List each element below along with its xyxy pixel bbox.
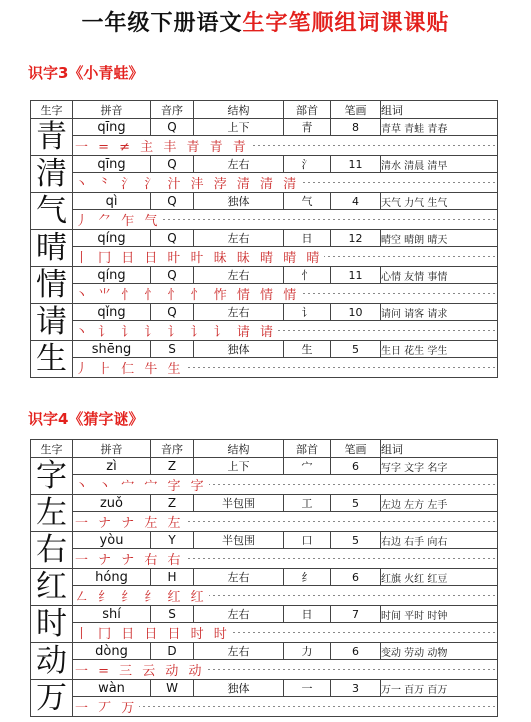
table-row: [31, 606, 498, 623]
stroke-order-cell: [73, 549, 498, 569]
table-row: [31, 643, 498, 660]
words-cell: 万一 百万 百万: [381, 680, 498, 697]
structure-cell: 上下: [194, 458, 284, 475]
character-cell: 左: [31, 495, 73, 532]
table-row: [31, 267, 498, 284]
stroke-order-cell: [73, 210, 498, 230]
structure-cell: 独体: [194, 680, 284, 697]
structure-cell: 半包围: [194, 532, 284, 549]
table-row: [31, 458, 498, 475]
stroke-count-cell: 5: [331, 341, 381, 358]
words-cell: 变动 劳动 动物: [381, 643, 498, 660]
pinyin-cell: qíng: [73, 267, 151, 284]
radical-cell: 生: [284, 341, 331, 358]
header-radical: 部首: [284, 101, 331, 119]
stroke-row: [31, 136, 498, 156]
stroke-order-text: 丶 讠 讠 讠 讠 讠 讠 请 请: [75, 325, 277, 340]
header-structure: 结构: [194, 101, 284, 119]
character-cell: 晴: [31, 230, 73, 267]
character-cell: 生: [31, 341, 73, 378]
structure-cell: 左右: [194, 643, 284, 660]
words-cell: 写字 文字 名字: [381, 458, 498, 475]
stroke-order-text: 丿 ⺊ 仁 牛 生: [75, 362, 184, 377]
stroke-order-cell: [73, 247, 498, 267]
structure-cell: 独体: [194, 341, 284, 358]
header-structure: 结构: [194, 440, 284, 458]
structure-cell: 左右: [194, 606, 284, 623]
initial-letter-cell: Z: [151, 495, 194, 512]
stroke-order-text: 一 = 三 云 动 动: [75, 664, 205, 679]
stroke-order-cell: [73, 586, 498, 606]
initial-letter-cell: D: [151, 643, 194, 660]
stroke-count-cell: 6: [331, 569, 381, 586]
table-row: [31, 495, 498, 512]
stroke-count-cell: 4: [331, 193, 381, 210]
pinyin-cell: qì: [73, 193, 151, 210]
initial-letter-cell: Q: [151, 156, 194, 173]
pinyin-cell: yòu: [73, 532, 151, 549]
stroke-count-cell: 3: [331, 680, 381, 697]
initial-letter-cell: Q: [151, 267, 194, 284]
pinyin-cell: qǐng: [73, 304, 151, 321]
stroke-order-cell: [73, 284, 498, 304]
stroke-row: [31, 321, 498, 341]
header-count: 笔画: [331, 440, 381, 458]
table-row: [31, 193, 498, 210]
radical-cell: 气: [284, 193, 331, 210]
header-letter: 音序: [151, 440, 194, 458]
words-cell: 请问 请客 请求: [381, 304, 498, 321]
header-count: 笔画: [331, 101, 381, 119]
stroke-count-cell: 11: [331, 267, 381, 284]
pinyin-cell: qīng: [73, 156, 151, 173]
stroke-row: [31, 586, 498, 606]
initial-letter-cell: S: [151, 341, 194, 358]
stroke-order-text: 一 ナ ナ 左 左: [75, 516, 184, 531]
initial-letter-cell: Z: [151, 458, 194, 475]
table-row: [31, 569, 498, 586]
character-cell: 右: [31, 532, 73, 569]
structure-cell: 左右: [194, 230, 284, 247]
structure-cell: 左右: [194, 267, 284, 284]
initial-letter-cell: W: [151, 680, 194, 697]
structure-cell: 独体: [194, 193, 284, 210]
character-cell: 请: [31, 304, 73, 341]
words-cell: 天气 力气 生气: [381, 193, 498, 210]
title-red: 生字笔顺组词课课贴: [242, 11, 450, 36]
word-table-1: [30, 100, 498, 378]
radical-cell: 日: [284, 230, 331, 247]
character-cell: 字: [31, 458, 73, 495]
stroke-order-cell: [73, 358, 498, 378]
table-row: [31, 230, 498, 247]
pinyin-cell: qīng: [73, 119, 151, 136]
radical-cell: 一: [284, 680, 331, 697]
words-cell: 心情 友情 事情: [381, 267, 498, 284]
initial-letter-cell: S: [151, 606, 194, 623]
pinyin-cell: shí: [73, 606, 151, 623]
structure-cell: 左右: [194, 569, 284, 586]
table-row: [31, 119, 498, 136]
stroke-order-cell: [73, 173, 498, 193]
header-words: 组词: [381, 440, 498, 458]
stroke-count-cell: 7: [331, 606, 381, 623]
header-letter: 音序: [151, 101, 194, 119]
stroke-count-cell: 10: [331, 304, 381, 321]
stroke-count-cell: 12: [331, 230, 381, 247]
stroke-order-cell: [73, 623, 498, 643]
stroke-row: [31, 247, 498, 267]
pinyin-cell: qíng: [73, 230, 151, 247]
table-row: [31, 680, 498, 697]
header-pinyin: 拼音: [73, 101, 151, 119]
stroke-order-text: 丨 冂 日 日 旪 旪 昧 昧 晴 晴 晴: [75, 251, 323, 266]
initial-letter-cell: Q: [151, 119, 194, 136]
stroke-count-cell: 5: [331, 532, 381, 549]
stroke-order-cell: [73, 512, 498, 532]
stroke-order-text: 一 丆 万: [75, 701, 138, 716]
table-row: [31, 304, 498, 321]
words-cell: 清水 清晨 清早: [381, 156, 498, 173]
pinyin-cell: wàn: [73, 680, 151, 697]
character-cell: 万: [31, 680, 73, 717]
character-cell: 红: [31, 569, 73, 606]
structure-cell: 左右: [194, 156, 284, 173]
stroke-row: [31, 697, 498, 717]
radical-cell: 青: [284, 119, 331, 136]
words-cell: 红旗 火红 红豆: [381, 569, 498, 586]
stroke-order-text: 丶 ⺌ 忄 忄 忄 忄 怍 情 情 情: [75, 288, 300, 303]
initial-letter-cell: H: [151, 569, 194, 586]
header-row: [31, 440, 498, 458]
section-title-2: 识字4《猜字谜》: [28, 410, 144, 428]
words-cell: 生日 花生 学生: [381, 341, 498, 358]
pinyin-cell: zì: [73, 458, 151, 475]
character-cell: 时: [31, 606, 73, 643]
pinyin-cell: shēng: [73, 341, 151, 358]
stroke-order-cell: [73, 475, 498, 495]
stroke-count-cell: 8: [331, 119, 381, 136]
stroke-order-cell: [73, 660, 498, 680]
section-title-1: 识字3《小青蛙》: [28, 64, 144, 82]
stroke-row: [31, 549, 498, 569]
radical-cell: 日: [284, 606, 331, 623]
stroke-order-text: 丶 ⺀ 氵 氵 汁 沣 浡 清 清 清: [75, 177, 300, 192]
stroke-row: [31, 475, 498, 495]
stroke-order-text: 丨 冂 日 日 日 时 时: [75, 627, 230, 642]
initial-letter-cell: Y: [151, 532, 194, 549]
character-cell: 动: [31, 643, 73, 680]
character-cell: 气: [31, 193, 73, 230]
stroke-row: [31, 210, 498, 230]
stroke-order-text: 丶 丶 宀 宀 字 字: [75, 479, 207, 494]
radical-cell: 氵: [284, 156, 331, 173]
stroke-count-cell: 6: [331, 458, 381, 475]
stroke-row: [31, 512, 498, 532]
stroke-order-cell: [73, 136, 498, 156]
radical-cell: 纟: [284, 569, 331, 586]
stroke-order-cell: [73, 321, 498, 341]
words-cell: 时间 平时 时钟: [381, 606, 498, 623]
stroke-count-cell: 5: [331, 495, 381, 512]
header-pinyin: 拼音: [73, 440, 151, 458]
stroke-order-text: 丿 ⺈ 乍 气: [75, 214, 161, 229]
words-cell: 青草 青蛙 青春: [381, 119, 498, 136]
character-cell: 清: [31, 156, 73, 193]
structure-cell: 半包围: [194, 495, 284, 512]
header-char: 生字: [31, 440, 73, 458]
radical-cell: 宀: [284, 458, 331, 475]
structure-cell: 上下: [194, 119, 284, 136]
stroke-row: [31, 173, 498, 193]
character-cell: 情: [31, 267, 73, 304]
table-row: [31, 156, 498, 173]
stroke-order-text: 一 = ≠ 主 丰 青 青 青: [75, 140, 249, 155]
page-title: [0, 6, 531, 37]
title-black: 一年级下册语文: [81, 11, 243, 36]
pinyin-cell: hóng: [73, 569, 151, 586]
header-row: [31, 101, 498, 119]
words-cell: 左边 左方 左手: [381, 495, 498, 512]
pinyin-cell: dòng: [73, 643, 151, 660]
stroke-order-cell: [73, 697, 498, 717]
stroke-count-cell: 6: [331, 643, 381, 660]
words-cell: 晴空 晴朗 晴天: [381, 230, 498, 247]
header-radical: 部首: [284, 440, 331, 458]
table-row: [31, 341, 498, 358]
radical-cell: 工: [284, 495, 331, 512]
stroke-row: [31, 284, 498, 304]
radical-cell: 忄: [284, 267, 331, 284]
initial-letter-cell: Q: [151, 193, 194, 210]
character-cell: 青: [31, 119, 73, 156]
stroke-row: [31, 660, 498, 680]
initial-letter-cell: Q: [151, 230, 194, 247]
radical-cell: 讠: [284, 304, 331, 321]
stroke-row: [31, 358, 498, 378]
pinyin-cell: zuǒ: [73, 495, 151, 512]
stroke-count-cell: 11: [331, 156, 381, 173]
word-table-2: [30, 439, 498, 717]
radical-cell: 口: [284, 532, 331, 549]
radical-cell: 力: [284, 643, 331, 660]
header-char: 生字: [31, 101, 73, 119]
header-words: 组词: [381, 101, 498, 119]
stroke-order-text: 一 ナ ナ 右 右: [75, 553, 184, 568]
stroke-row: [31, 623, 498, 643]
table-row: [31, 532, 498, 549]
initial-letter-cell: Q: [151, 304, 194, 321]
structure-cell: 左右: [194, 304, 284, 321]
stroke-order-text: ㇜ 纟 纟 纟 红 红: [75, 590, 207, 605]
words-cell: 右边 右手 向右: [381, 532, 498, 549]
